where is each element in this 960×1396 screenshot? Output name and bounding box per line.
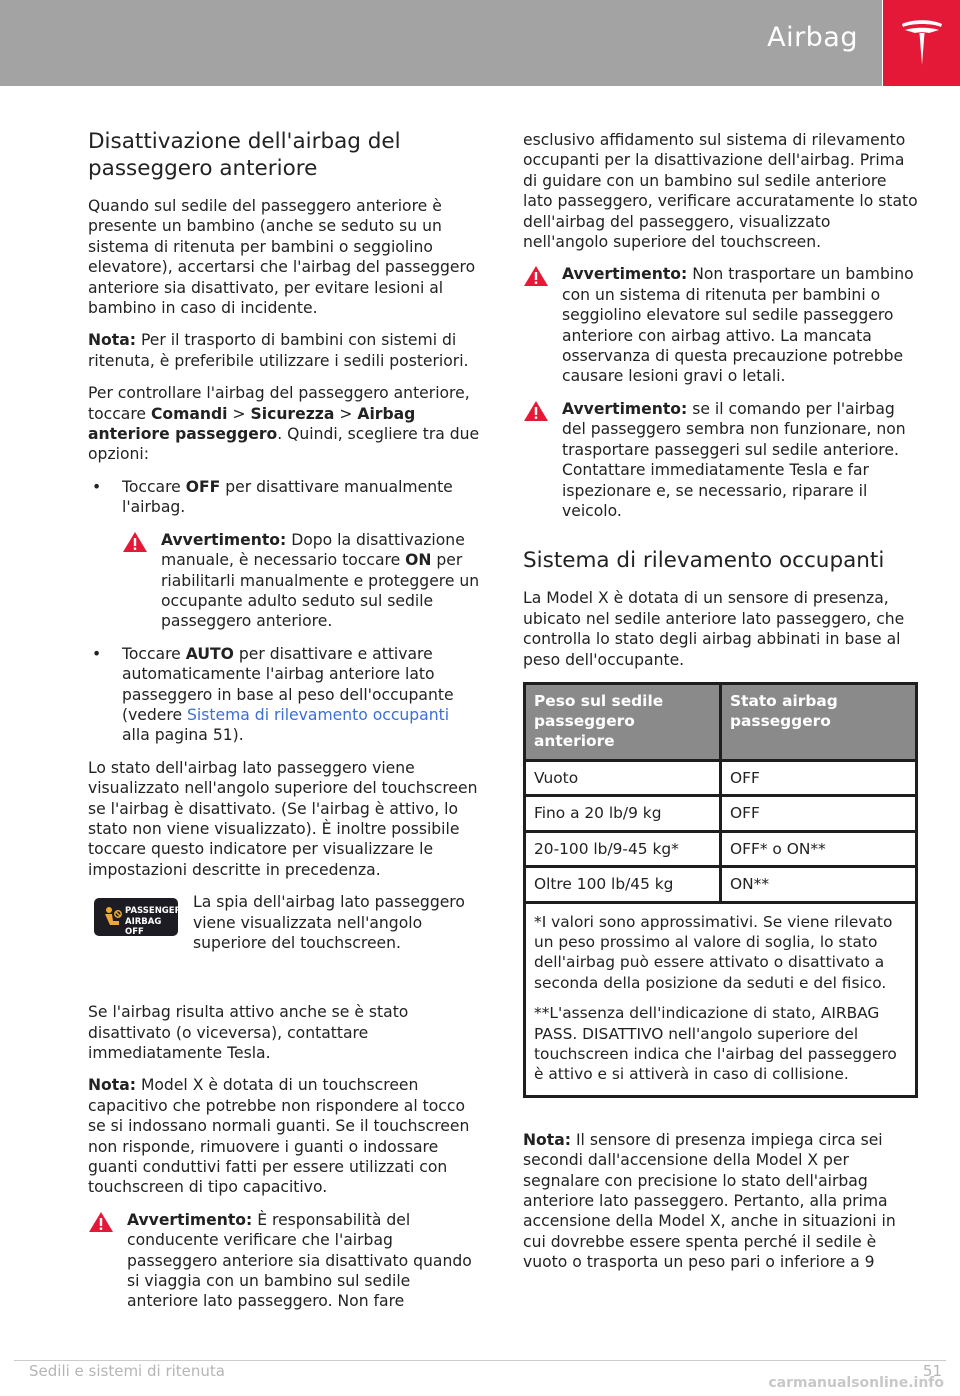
note-text: Model X è dotata di un touchscreen capacitivo che potrebbe non rispondere al tocco se si indossano normali guanti. Se il touchscreen non risponde, rimuovere i guanti o indossare guanti conduttivi fatti per essere utilizzati con touchscreen di tipo capacitivo. — [88, 1076, 470, 1197]
warning-block — [122, 530, 480, 632]
text: per disattivare e attivare automaticamente l'airbag anteriore lato passeggero in base al peso dell'occupante (vedere — [122, 644, 454, 724]
table-cell: OFF — [721, 796, 917, 831]
table-header-weight: Peso sul sedile passeggero anteriore — [525, 683, 721, 760]
section-heading-occupant-detection: Sistema di rilevamento occupanti — [523, 548, 885, 574]
occupant-weight-table — [523, 682, 918, 1098]
text: > — [334, 404, 358, 423]
warning-text: se il comando per l'airbag del passeggero sembra non funzionare, non trasportare passeggeri sul sedile anteriore. Contattare immediatamente Tesla e far ispezionare e, se necessario, riparare il veicolo. — [562, 399, 906, 520]
menu-path-comandi: Comandi — [150, 404, 228, 423]
options-list — [88, 477, 480, 518]
options-list — [88, 644, 480, 746]
link-occupant-detection[interactable]: Sistema di rilevamento occupanti — [187, 705, 450, 724]
paragraph: Se l'airbag risulta attivo anche se è stato disattivato (o viceversa), contattare immediatamente Tesla. — [88, 1003, 409, 1062]
footer-divider — [14, 1360, 946, 1361]
text: Toccare — [122, 477, 186, 496]
menu-path-sicurezza: Sicurezza — [250, 404, 335, 423]
table-cell: ON** — [721, 867, 917, 902]
header-bar — [0, 0, 882, 86]
paragraph-instructions — [88, 383, 480, 465]
table-note-row — [525, 902, 917, 1096]
table-row — [525, 867, 917, 902]
table-cell: 20-100 lb/9-45 kg* — [525, 831, 721, 866]
seat-airbag-icon — [101, 906, 123, 928]
note-text: Per il trasporto di bambini con sistemi di ritenuta, è preferibile utilizzare i sedili posteriori. — [88, 331, 469, 370]
indicator-line-2: AIRBAG OFF — [125, 917, 162, 938]
list-item — [88, 644, 480, 746]
table-row — [525, 796, 917, 831]
warning-text: per riabilitarli manualmente e proteggere un occupante adulto seduto sul sedile passeggero anteriore. — [161, 551, 480, 631]
table-cell: OFF* o ON** — [721, 831, 917, 866]
warning-text: Dopo la disattivazione manuale, è necessario toccare — [161, 530, 465, 570]
paragraph: Lo stato dell'airbag lato passeggero viene visualizzato nell'angolo superiore del touchscreen se l'airbag è disattivato. (Se l'airbag è attivo, lo stato non viene visualizzato). È inoltre possibile toccare questo indicatore per visualizzare le impostazioni descritte in precedenza. — [88, 758, 478, 879]
list-item — [88, 477, 480, 518]
warning-label: Avvertimento: — [562, 265, 688, 284]
warning-text: Non trasportare un bambino con un sistema di ritenuta per bambini o seggiolino elevatore sul sedile passeggero anteriore con airbag attivo. La mancata osservanza di questa precauzione potrebbe causare lesioni gravi o letali. — [562, 265, 914, 386]
section-heading-airbag-deactivation: Disattivazione dell'airbag del passeggero anteriore — [88, 129, 401, 181]
paragraph: La Model X è dotata di un sensore di presenza, ubicato nel sedile anteriore lato passeggero, che controlla lo stato degli airbag abbinati in base al peso dell'occupante. — [523, 589, 905, 669]
table-header-airbag-status: Stato airbag passeggero — [721, 683, 917, 760]
note-paragraph — [88, 330, 480, 371]
brand-logo-box — [883, 0, 960, 86]
note-text: Il sensore di presenza impiega circa sei secondi dall'accensione della Model X per segnalare con precisione lo stato dell'airbag anteriore lato passeggero. Pertanto, alla prima accensione della Model X, anche in situazioni in cui dovrebbe essere spenta perché il sedile è vuoto o trasporta un peso pari o inferiore a 9 — [523, 1130, 896, 1272]
text: Toccare — [122, 644, 186, 663]
left-column — [88, 128, 480, 1324]
indicator-line-1: PASSENGER — [125, 906, 182, 917]
option-on: ON — [405, 551, 432, 570]
footer-section-name: Sedili e sistemi di ritenuta — [29, 1362, 225, 1380]
indicator-caption: La spia dell'airbag lato passeggero viene visualizzata nell'angolo superiore del touchscreen. — [193, 893, 465, 952]
table-cell: Vuoto — [525, 760, 721, 795]
passenger-airbag-off-indicator — [94, 898, 182, 938]
page-number: 51 — [922, 1362, 942, 1380]
table-header-row — [525, 683, 917, 760]
table-note-cell — [525, 902, 917, 1096]
paragraph-continued: esclusivo affidamento sul sistema di rilevamento occupanti per la disattivazione dell'airbag. Prima di guidare con un bambino sul sedile anteriore lato passeggero, verificare accuratamente lo stato dell'airbag del passeggero, visualizzato nell'angolo superiore del touchscreen. — [523, 131, 918, 252]
warning-label: Avvertimento: — [161, 530, 287, 549]
text: alla pagina 51). — [122, 726, 244, 745]
table-footnote: *I valori sono approssimativi. Se viene rilevato un peso prossimo al valore di soglia, lo stato dell'airbag può essere attivato o disattivato a seconda della posizione da seduti e del fisico. — [534, 912, 893, 992]
bullet: • — [92, 477, 102, 496]
table-row — [525, 760, 917, 795]
paragraph: Quando sul sedile del passeggero anteriore è presente un bambino (anche se seduto su un sistema di ritenuta per bambini o seggiolino elevatore), accertarsi che l'airbag del passeggero anteriore sia disattivato, per evitare lesioni al bambino in caso di incidente. — [88, 197, 476, 318]
indicator-block — [88, 892, 480, 988]
note-paragraph — [523, 1130, 918, 1273]
tesla-logo-icon — [899, 18, 945, 68]
table-cell: Oltre 100 lb/45 kg — [525, 867, 721, 902]
table-cell: Fino a 20 lb/9 kg — [525, 796, 721, 831]
warning-block — [88, 1210, 480, 1312]
page-title: Airbag — [767, 22, 858, 53]
warning-icon — [88, 1211, 114, 1233]
option-auto: AUTO — [185, 644, 234, 663]
warning-block — [523, 264, 918, 386]
watermark: carmanualsonline.info — [768, 1375, 944, 1391]
warning-text: È responsabilità del conducente verificare che l'airbag passeggero anteriore sia disattivato quando si viaggia con un bambino sul sedile anteriore lato passeggero. Non fare — [127, 1210, 472, 1311]
warning-label: Avvertimento: — [127, 1210, 253, 1229]
table-cell: OFF — [721, 760, 917, 795]
menu-path-airbag: Airbag anteriore passeggero — [88, 404, 416, 444]
text: > — [227, 404, 251, 423]
table-row — [525, 831, 917, 866]
note-label: Nota: — [523, 1130, 571, 1149]
note-label: Nota: — [88, 1076, 136, 1095]
warning-icon — [523, 400, 549, 422]
warning-label: Avvertimento: — [562, 399, 688, 418]
text: Per controllare l'airbag del passeggero anteriore, toccare — [88, 384, 470, 423]
option-off: OFF — [185, 477, 221, 496]
note-label: Nota: — [88, 331, 136, 350]
right-column — [523, 130, 918, 1285]
warning-icon — [523, 265, 549, 287]
text: . Quindi, scegliere tra due opzioni: — [88, 425, 480, 464]
bullet: • — [92, 644, 102, 663]
warning-block — [523, 399, 918, 521]
warning-icon — [122, 531, 148, 553]
note-paragraph — [88, 1075, 480, 1197]
text: per disattivare manualmente l'airbag. — [122, 477, 453, 517]
table-footnote: **L'assenza dell'indicazione di stato, AIRBAG PASS. DISATTIVO nell'angolo superiore del touchscreen indica che l'airbag del passeggero è attivo e si attiverà in caso di collisione. — [534, 1004, 897, 1084]
